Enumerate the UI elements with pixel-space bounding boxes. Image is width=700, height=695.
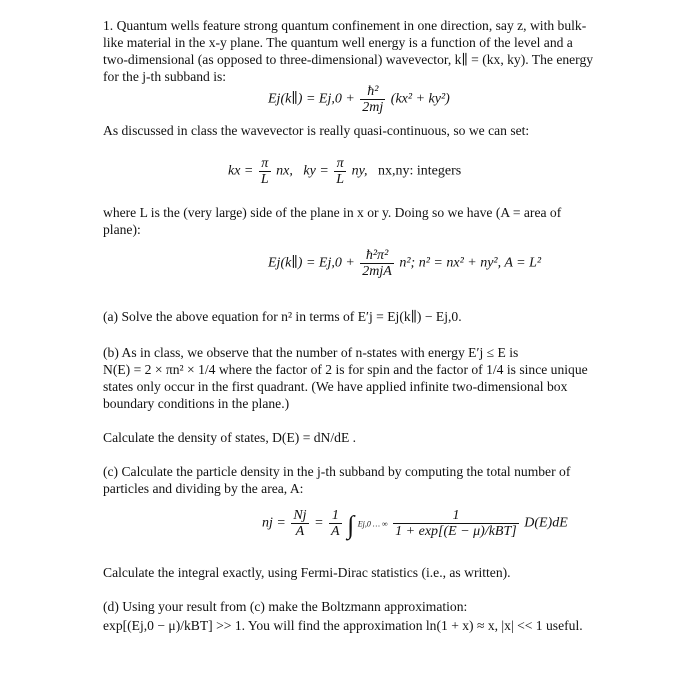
- intro-line-4: for the j-th subband is:: [103, 69, 227, 84]
- nx-term: nx,: [276, 163, 293, 179]
- part-b-line-3: states only occur in the first quadrant. (We have applied infinite two-dimensional box: [103, 379, 568, 394]
- part-b-line-2: N(E) = 2 × πn² × 1/4 where the factor of 2 is for spin and the factor of 1/4 is since unique: [103, 362, 588, 377]
- where-line-2: plane):: [103, 222, 141, 237]
- intro-line-2: like material in the x-y plane. The quantum well energy is a function of the level and a: [103, 35, 573, 50]
- energy-equation: [268, 84, 450, 115]
- part-b-line-4: boundary conditions in the plane.): [103, 396, 290, 411]
- part-c-line-1-row: [103, 463, 598, 480]
- nj-lhs: nj =: [262, 515, 286, 531]
- part-a-row: [103, 308, 598, 325]
- nj-over-a-fraction: [291, 508, 308, 539]
- kx-L: L: [260, 172, 269, 187]
- where-line-2-row: [103, 221, 598, 238]
- intro-paragraph: [103, 17, 598, 34]
- calc-text-row: [103, 564, 598, 581]
- ky-fraction: [334, 156, 346, 187]
- dos-integrand: D(E)dE: [524, 515, 568, 531]
- one-over-a-fraction: [329, 508, 342, 539]
- part-d-line-2: exp[(Ej,0 − μ)/kBT] >> 1. You will find the approximation ln(1 + x) ≈ x, |x| << 1 useful.: [103, 618, 583, 633]
- part-b-line-1-row: [103, 344, 598, 361]
- energy-n-numerator: ħ²π²: [365, 248, 389, 263]
- energy-equation-denominator: 2mj: [362, 100, 384, 115]
- kx-lhs: kx =: [228, 163, 254, 179]
- ky-lhs: ky =: [303, 163, 329, 179]
- part-c-line-1: (c) Calculate the particle density in the j-th subband by computing the total number of: [103, 464, 571, 479]
- part-b-line-4-row: [103, 395, 598, 412]
- part-b-line-2-row: [103, 361, 598, 378]
- where-line-1-row: [103, 204, 598, 221]
- energy-n-lhs: Ej(k∥) = Ej,0 +: [268, 255, 355, 271]
- where-line-1: where L is the (very large) side of the plane in x or y. Doing so we have (A = area of: [103, 205, 562, 220]
- quasi-continuous-text: As discussed in class the wavevector is really quasi-continuous, so we can set:: [103, 123, 530, 138]
- equals-sign: =: [314, 515, 324, 531]
- intro-line-3-row: [103, 51, 598, 68]
- energy-n-denominator: 2mjA: [362, 264, 392, 279]
- intro-line-1: Quantum wells feature strong quantum confinement in one direction, say z, with bulk-: [116, 18, 587, 33]
- integral-sign: ∫: [347, 510, 355, 540]
- integers-label: nx,ny: integers: [378, 163, 462, 179]
- ky-pi: π: [336, 156, 344, 171]
- part-d-line-1-row: [103, 598, 598, 615]
- nj-denominator: A: [291, 523, 308, 539]
- dos-text-row: [103, 429, 598, 446]
- energy-equation-rhs: (kx² + ky²): [390, 91, 450, 107]
- wavevector-equation: [228, 156, 461, 187]
- part-d-line-1: (d) Using your result from (c) make the Boltzmann approximation:: [103, 599, 468, 614]
- integral-limits: Ej,0 … ∞: [357, 519, 388, 529]
- a-denominator: A: [331, 524, 340, 539]
- part-a-text: (a) Solve the above equation for n² in terms of E′j = Ej(k∥) − Ej,0.: [103, 309, 462, 324]
- energy-equation-numerator: ħ²: [367, 84, 379, 99]
- particle-density-equation: [262, 508, 568, 541]
- intro-line-2-row: [103, 34, 598, 51]
- fermi-dirac-denominator: 1 + exp[(E − μ)/kBT]: [395, 524, 517, 539]
- part-b-line-3-row: [103, 378, 598, 395]
- intro-line-4-row: [103, 68, 598, 85]
- part-d-line-2-row: [103, 617, 598, 634]
- energy-n-fraction: [360, 248, 394, 279]
- calc-text: Calculate the integral exactly, using Fermi-Dirac statistics (i.e., as written).: [103, 565, 511, 580]
- nj-numerator: Nj: [293, 508, 307, 523]
- kx-fraction: [259, 156, 271, 187]
- problem-number: 1.: [103, 18, 114, 33]
- energy-equation-lhs: Ej(k∥) = Ej,0 +: [268, 91, 355, 107]
- energy-n-equation: [268, 248, 541, 279]
- intro-line-3: two-dimensional (as opposed to three-dimensional) wavevector, k∥ = (kx, ky). The energy: [103, 52, 594, 67]
- one-numerator: 1: [331, 508, 339, 523]
- part-b-line-1: (b) As in class, we observe that the number of n-states with energy E′j ≤ E is: [103, 345, 519, 360]
- fermi-dirac-numerator: 1: [452, 508, 460, 523]
- ny-term: ny,: [351, 163, 368, 179]
- quasi-continuous-text-row: [103, 122, 598, 139]
- kx-pi: π: [261, 156, 269, 171]
- part-c-line-2-row: [103, 480, 598, 497]
- dos-text: Calculate the density of states, D(E) = dN/dE .: [103, 430, 357, 445]
- energy-n-rhs: n²; n² = nx² + ny², A = L²: [399, 255, 542, 271]
- part-c-line-2: particles and dividing by the area, A:: [103, 481, 304, 496]
- fermi-dirac-fraction: [393, 508, 519, 539]
- ky-L: L: [336, 172, 345, 187]
- energy-equation-fraction: [360, 84, 385, 115]
